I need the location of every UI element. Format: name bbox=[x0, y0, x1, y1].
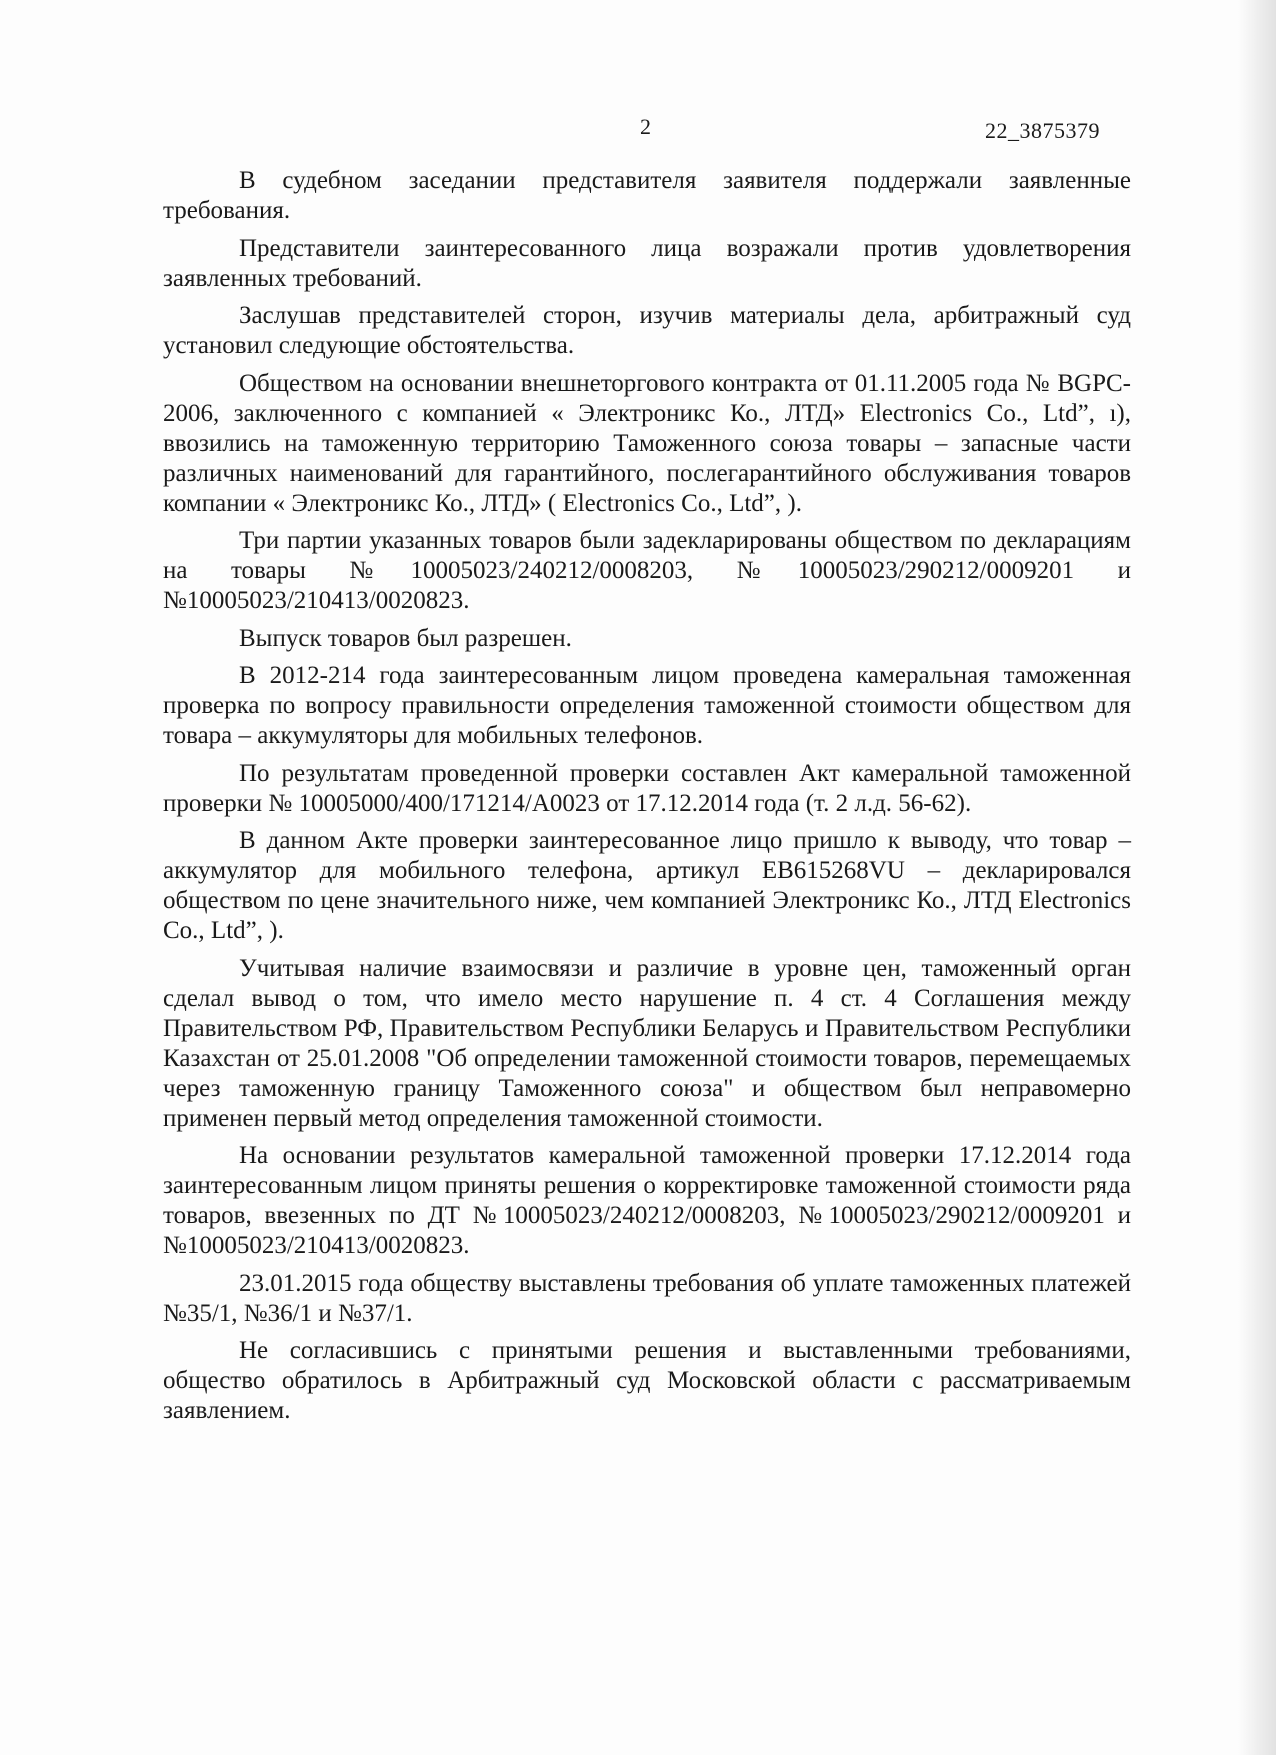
paragraph: По результатам проведенной проверки составлен Акт камеральной таможенной проверки № 10005000/400/171214/А0023 от 17.12.2014 года (т. 2 л.д. 56-62). bbox=[163, 759, 1131, 817]
paragraph: Не согласившись с принятыми решения и выставленными требованиями, общество обратилось в Арбитражный суд Московской области с рассматриваемым заявлением. bbox=[163, 1337, 1131, 1424]
paragraph: Три партии указанных товаров были задекларированы обществом по декларациям на товары №10005023/240212/0008203, №10005023/290212/0009201 и №10005023/210413/0020823. bbox=[163, 527, 1131, 614]
document-id: 22_3875379 bbox=[985, 118, 1100, 143]
paragraph: Выпуск товаров был разрешен. bbox=[239, 624, 572, 652]
paragraph: 23.01.2015 года обществу выставлены требования об уплате таможенных платежей №35/1, №36/1 и №37/1. bbox=[163, 1269, 1131, 1327]
page-number: 2 bbox=[640, 114, 651, 139]
paragraph: В судебном заседании представителя заявителя поддержали заявленные требования. bbox=[163, 167, 1131, 224]
paragraph: В данном Акте проверки заинтересованное лицо пришло к выводу, что товар – аккумулятор для мобильного телефона, артикул EB615268VU – декларировался обществом по цене значительного ниже, чем компанией Электроникс Ко., ЛТД Electronics Co., Ltd”, ). bbox=[163, 827, 1131, 944]
paragraph: В 2012-214 года заинтересованным лицом проведена камеральная таможенная проверка по вопросу правильности определения таможенной стоимости обществом для товара – аккумуляторы для мобильных телефонов. bbox=[163, 662, 1131, 749]
paragraph: Обществом на основании внешнеторгового контракта от 01.11.2005 года № BGPC-2006, заключенного с компанией « Электроникс Ко., ЛТД» Electronics Co., Ltd”, ı), ввозились на таможенную территорию Таможенного союза товары – запасные части различных наименований для гарантийного, послегарантийного обслуживания товаров компании « Электроникс Ко., ЛТД» ( Electronics Co., Ltd”, ). bbox=[163, 369, 1131, 517]
document-body bbox=[163, 166, 1131, 1426]
paragraph: На основании результатов камеральной таможенной проверки 17.12.2014 года заинтересованным лицом приняты решения о корректировке таможенной стоимости ряда товаров, ввезенных по ДТ №10005023/240212/0008203, №10005023/290212/0009201 и №10005023/210413/0020823. bbox=[163, 1142, 1131, 1259]
paragraph: Представители заинтересованного лица возражали против удовлетворения заявленных требований. bbox=[163, 234, 1131, 292]
paragraph: Заслушав представителей сторон, изучив материалы дела, арбитражный суд установил следующие обстоятельства. bbox=[163, 302, 1131, 359]
paragraph: Учитывая наличие взаимосвязи и различие в уровне цен, таможенный орган сделал вывод о том, что имело место нарушение п. 4 ст. 4 Соглашения между Правительством РФ, Правительством Республики Беларусь и Правительством Республики Казахстан от 25.01.2008 "Об определении таможенной стоимости товаров, перемещаемых через таможенную границу Таможенного союза" и обществом был неправомерно применен первый метод определения таможенной стоимости. bbox=[163, 954, 1131, 1132]
page-header bbox=[0, 114, 1276, 144]
scan-edge-shadow bbox=[1238, 0, 1276, 1755]
